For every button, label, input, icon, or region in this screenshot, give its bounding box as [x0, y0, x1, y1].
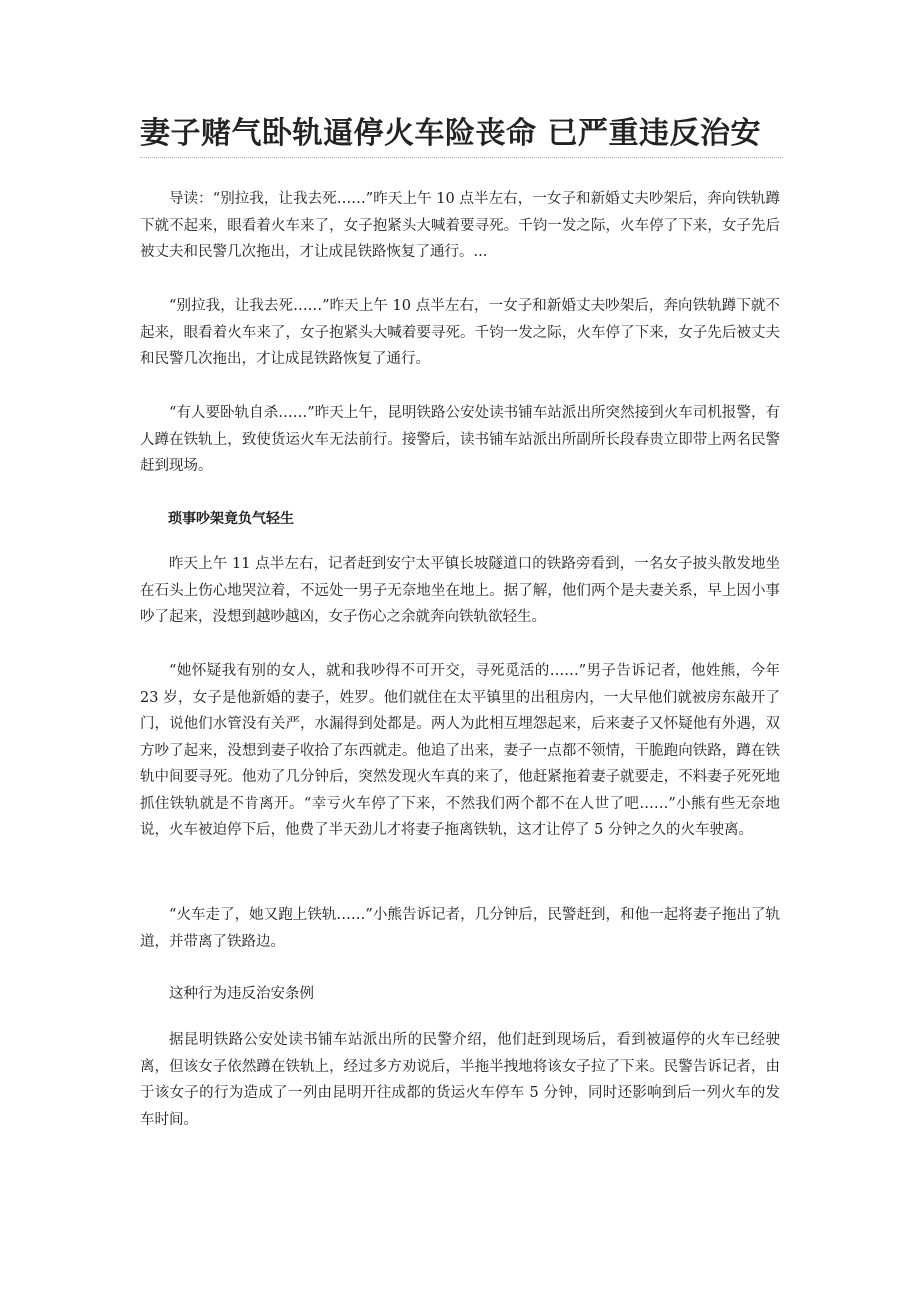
article-intro: 导读：“别拉我，让我去死……”昨天上午 10 点半左右，一女子和新婚丈夫吵架后，奔向铁轨蹲下就不起来，眼看着火车来了，女子抱紧头大喊着要寻死。千钧一发之际，火车停了下来，女子先后被丈夫和民警几次拖出，才让成昆铁路恢复了通行。... — [140, 191, 780, 260]
subheading-1: 琐事吵架竟负气轻生 — [168, 511, 294, 527]
paragraph-4: “她怀疑我有别的女人，就和我吵得不可开交，寻死觅活的……”男子告诉记者，他姓熊，今年 23 岁，女子是他新婚的妻子，姓罗。他们就住在太平镇里的出租房内，一大早他们就被房东敲开了门，说他们水管没有关严，水漏得到处都是。两人为此相互埋怨起来，后来妻子又怀疑他有外遇，双方吵了起来，没想到妻子收拾了东西就走。他追了出来，妻子一点都不领情，干脆跑向铁路，蹲在铁轨中间要寻死。他劝了几分钟后，突然发现火车真的来了，他赶紧拖着妻子就要走，不料妻子死死地抓住铁轨就是不肯离开。“幸亏火车停了下来，不然我们两个都不在人世了吧……”小熊有些无奈地说，火车被迫停下后，他费了半天劲儿才将妻子拖离铁轨，这才让停了 5 分钟之久的火车驶离。 — [140, 663, 780, 838]
paragraph-1: “别拉我，让我去死……”昨天上午 10 点半左右，一女子和新婚丈夫吵架后，奔向铁轨蹲下就不起来，眼看着火车来了，女子抱紧头大喊着要寻死。千钧一发之际，火车停了下来，女子先后被丈夫和民警几次拖出，才让成昆铁路恢复了通行。 — [140, 298, 780, 367]
paragraph-5: “火车走了，她又跑上铁轨……”小熊告诉记者，几分钟后，民警赶到，和他一起将妻子拖出了轨道，并带离了铁路边。 — [140, 907, 780, 950]
paragraph-2: “有人要卧轨自杀……”昨天上午，昆明铁路公安处读书铺车站派出所突然接到火车司机报警，有人蹲在铁轨上，致使货运火车无法前行。接警后，读书铺车站派出所副所长段春贵立即带上两名民警赶到现场。 — [140, 405, 780, 474]
title-divider — [140, 157, 783, 158]
paragraph-3: 昨天上午 11 点半左右，记者赶到安宁太平镇长坡隧道口的铁路旁看到，一名女子披头散发地坐在石头上伤心地哭泣着，不远处一男子无奈地坐在地上。据了解，他们两个是夫妻关系，早上因小事吵了起来，没想到越吵越凶，女子伤心之余就奔向铁轨欲轻生。 — [140, 556, 780, 625]
article-title: 妻子赌气卧轨逼停火车险丧命 已严重违反治安 — [140, 116, 761, 151]
subheading-2: 这种行为违反治安条例 — [169, 986, 314, 1002]
paragraph-6: 据昆明铁路公安处读书铺车站派出所的民警介绍，他们赶到现场后，看到被逼停的火车已经驶离，但该女子依然蹲在铁轨上，经过多方劝说后，半拖半拽地将该女子拉了下来。民警告诉记者，由于该女子的行为造成了一列由昆明开往成都的货运火车停车 5 分钟，同时还影响到后一列火车的发车时间。 — [140, 1032, 780, 1128]
